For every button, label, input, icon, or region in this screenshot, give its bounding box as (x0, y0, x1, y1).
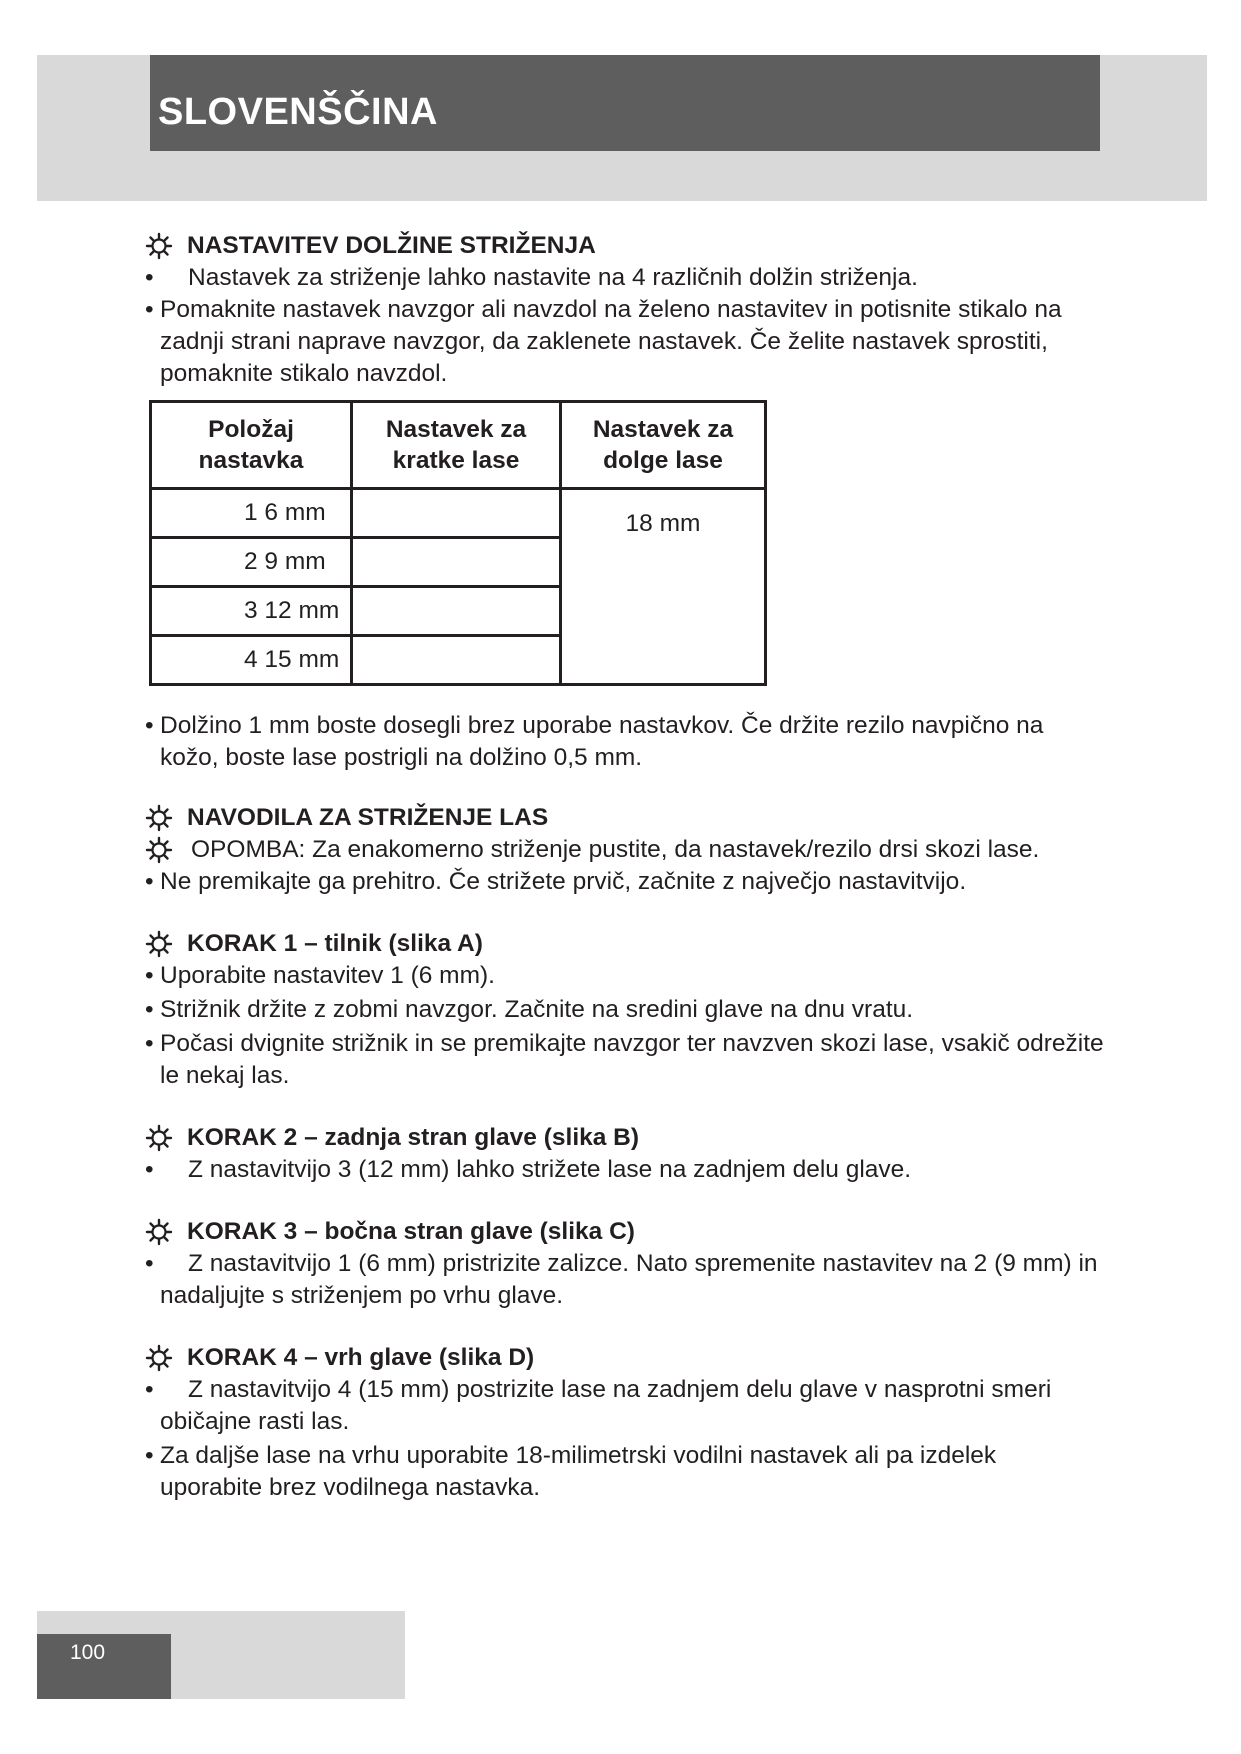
short-cell (352, 489, 561, 538)
star-burst-icon (145, 1124, 173, 1152)
bullet-dot: • (145, 1376, 154, 1403)
list-item: • Strižnik držite z zobmi navzgor. Začnite na sredini glave na dnu vratu. (145, 994, 1105, 1026)
bullet-dot: • (145, 712, 154, 739)
step-heading (145, 1122, 1105, 1154)
star-burst-icon (145, 836, 173, 864)
step-title: KORAK 1 – tilnik (slika A) (187, 930, 483, 957)
step-heading (145, 1216, 1105, 1248)
list-item: • Z nastavitvijo 4 (15 mm) postrizite lase na zadnjem delu glave v nasprotni smeri običajne rasti las. (145, 1376, 1052, 1435)
note (145, 834, 1105, 866)
step-heading (145, 928, 1105, 960)
bullet-dot: • (145, 868, 154, 895)
step-title: KORAK 3 – bočna stran glave (slika C) (187, 1218, 635, 1245)
list-item: • Uporabite nastavitev 1 (6 mm). (145, 960, 1105, 992)
language-title: SLOVENŠČINA (158, 91, 438, 133)
position-cell: 3 12 mm (151, 587, 352, 636)
section-title: NASTAVITEV DOLŽINE STRIŽENJA (187, 232, 596, 259)
list-item: • Za daljše lase na vrhu uporabite 18-milimetrski vodilni nastavek ali pa izdelek uporabite brez vodilnega nastavka. (145, 1442, 997, 1501)
bullet-dot: • (145, 1030, 154, 1057)
bullet-dot: • (145, 996, 154, 1023)
page-number: 100 (70, 1641, 106, 1664)
list-item: • Dolžino 1 mm boste dosegli brez uporabe nastavkov. Če držite rezilo navpično na kožo, boste lase postrigli na dolžino 0,5 mm. (145, 712, 1044, 771)
short-cell (352, 538, 561, 587)
step-title: KORAK 4 – vrh glave (slika D) (187, 1344, 535, 1371)
bullet-dot: • (145, 1442, 154, 1469)
short-cell (352, 587, 561, 636)
star-burst-icon (145, 1344, 173, 1372)
section-heading-length (145, 230, 1105, 262)
page-content (145, 230, 1105, 1504)
list-item: • Ne premikajte ga prehitro. Če strižete prvič, začnite z največjo nastavitvijo. (145, 866, 1105, 898)
list-item: • Počasi dvignite strižnik in se premikajte navzgor ter navzven skozi lase, vsakič odrežite le nekaj las. (145, 1030, 1104, 1089)
column-header: Nastavek za dolge lase (561, 402, 766, 489)
bullet-dot: • (145, 296, 154, 323)
step-heading (145, 1342, 1105, 1374)
length-settings-table (149, 400, 767, 686)
column-header: Položaj nastavka (151, 402, 352, 489)
bullet-dot: • (145, 962, 154, 989)
step-title: KORAK 2 – zadnja stran glave (slika B) (187, 1124, 640, 1151)
note-text: OPOMBA: Za enakomerno striženje pustite, da nastavek/rezilo drsi skozi lase. (191, 836, 1040, 863)
short-cell (352, 636, 561, 685)
star-burst-icon (145, 930, 173, 958)
table-row (151, 489, 766, 538)
list-item: • Nastavek za striženje lahko nastavite na 4 različnih dolžin striženja. (145, 262, 1105, 294)
star-burst-icon (145, 1218, 173, 1246)
bullet-dot: • (145, 1156, 154, 1183)
position-cell: 2 9 mm (151, 538, 352, 587)
column-header: Nastavek za kratke lase (352, 402, 561, 489)
list-item: • Z nastavitvijo 3 (12 mm) lahko strižete lase na zadnjem delu glave. (145, 1154, 1105, 1186)
star-burst-icon (145, 232, 173, 260)
section-heading-instructions (145, 802, 1105, 834)
bullet-dot: • (145, 1250, 154, 1277)
position-cell: 1 6 mm (151, 489, 352, 538)
star-burst-icon (145, 804, 173, 832)
list-item: • Z nastavitvijo 1 (6 mm) pristrizite zalizce. Nato spremenite nastavitev na 2 (9 mm) in nadaljujte s striženjem po vrhu glave. (145, 1250, 1098, 1309)
long-cell: 18 mm (561, 489, 766, 685)
bullet-dot: • (145, 264, 154, 291)
section-title: NAVODILA ZA STRIŽENJE LAS (187, 804, 549, 831)
position-cell: 4 15 mm (151, 636, 352, 685)
table-header-row (151, 402, 766, 489)
list-item: • Pomaknite nastavek navzgor ali navzdol na želeno nastavitev in potisnite stikalo na zadnji strani naprave navzgor, da zaklenete nastavek. Če želite nastavek sprostiti, pomaknite stikalo navzdol. (145, 296, 1062, 387)
